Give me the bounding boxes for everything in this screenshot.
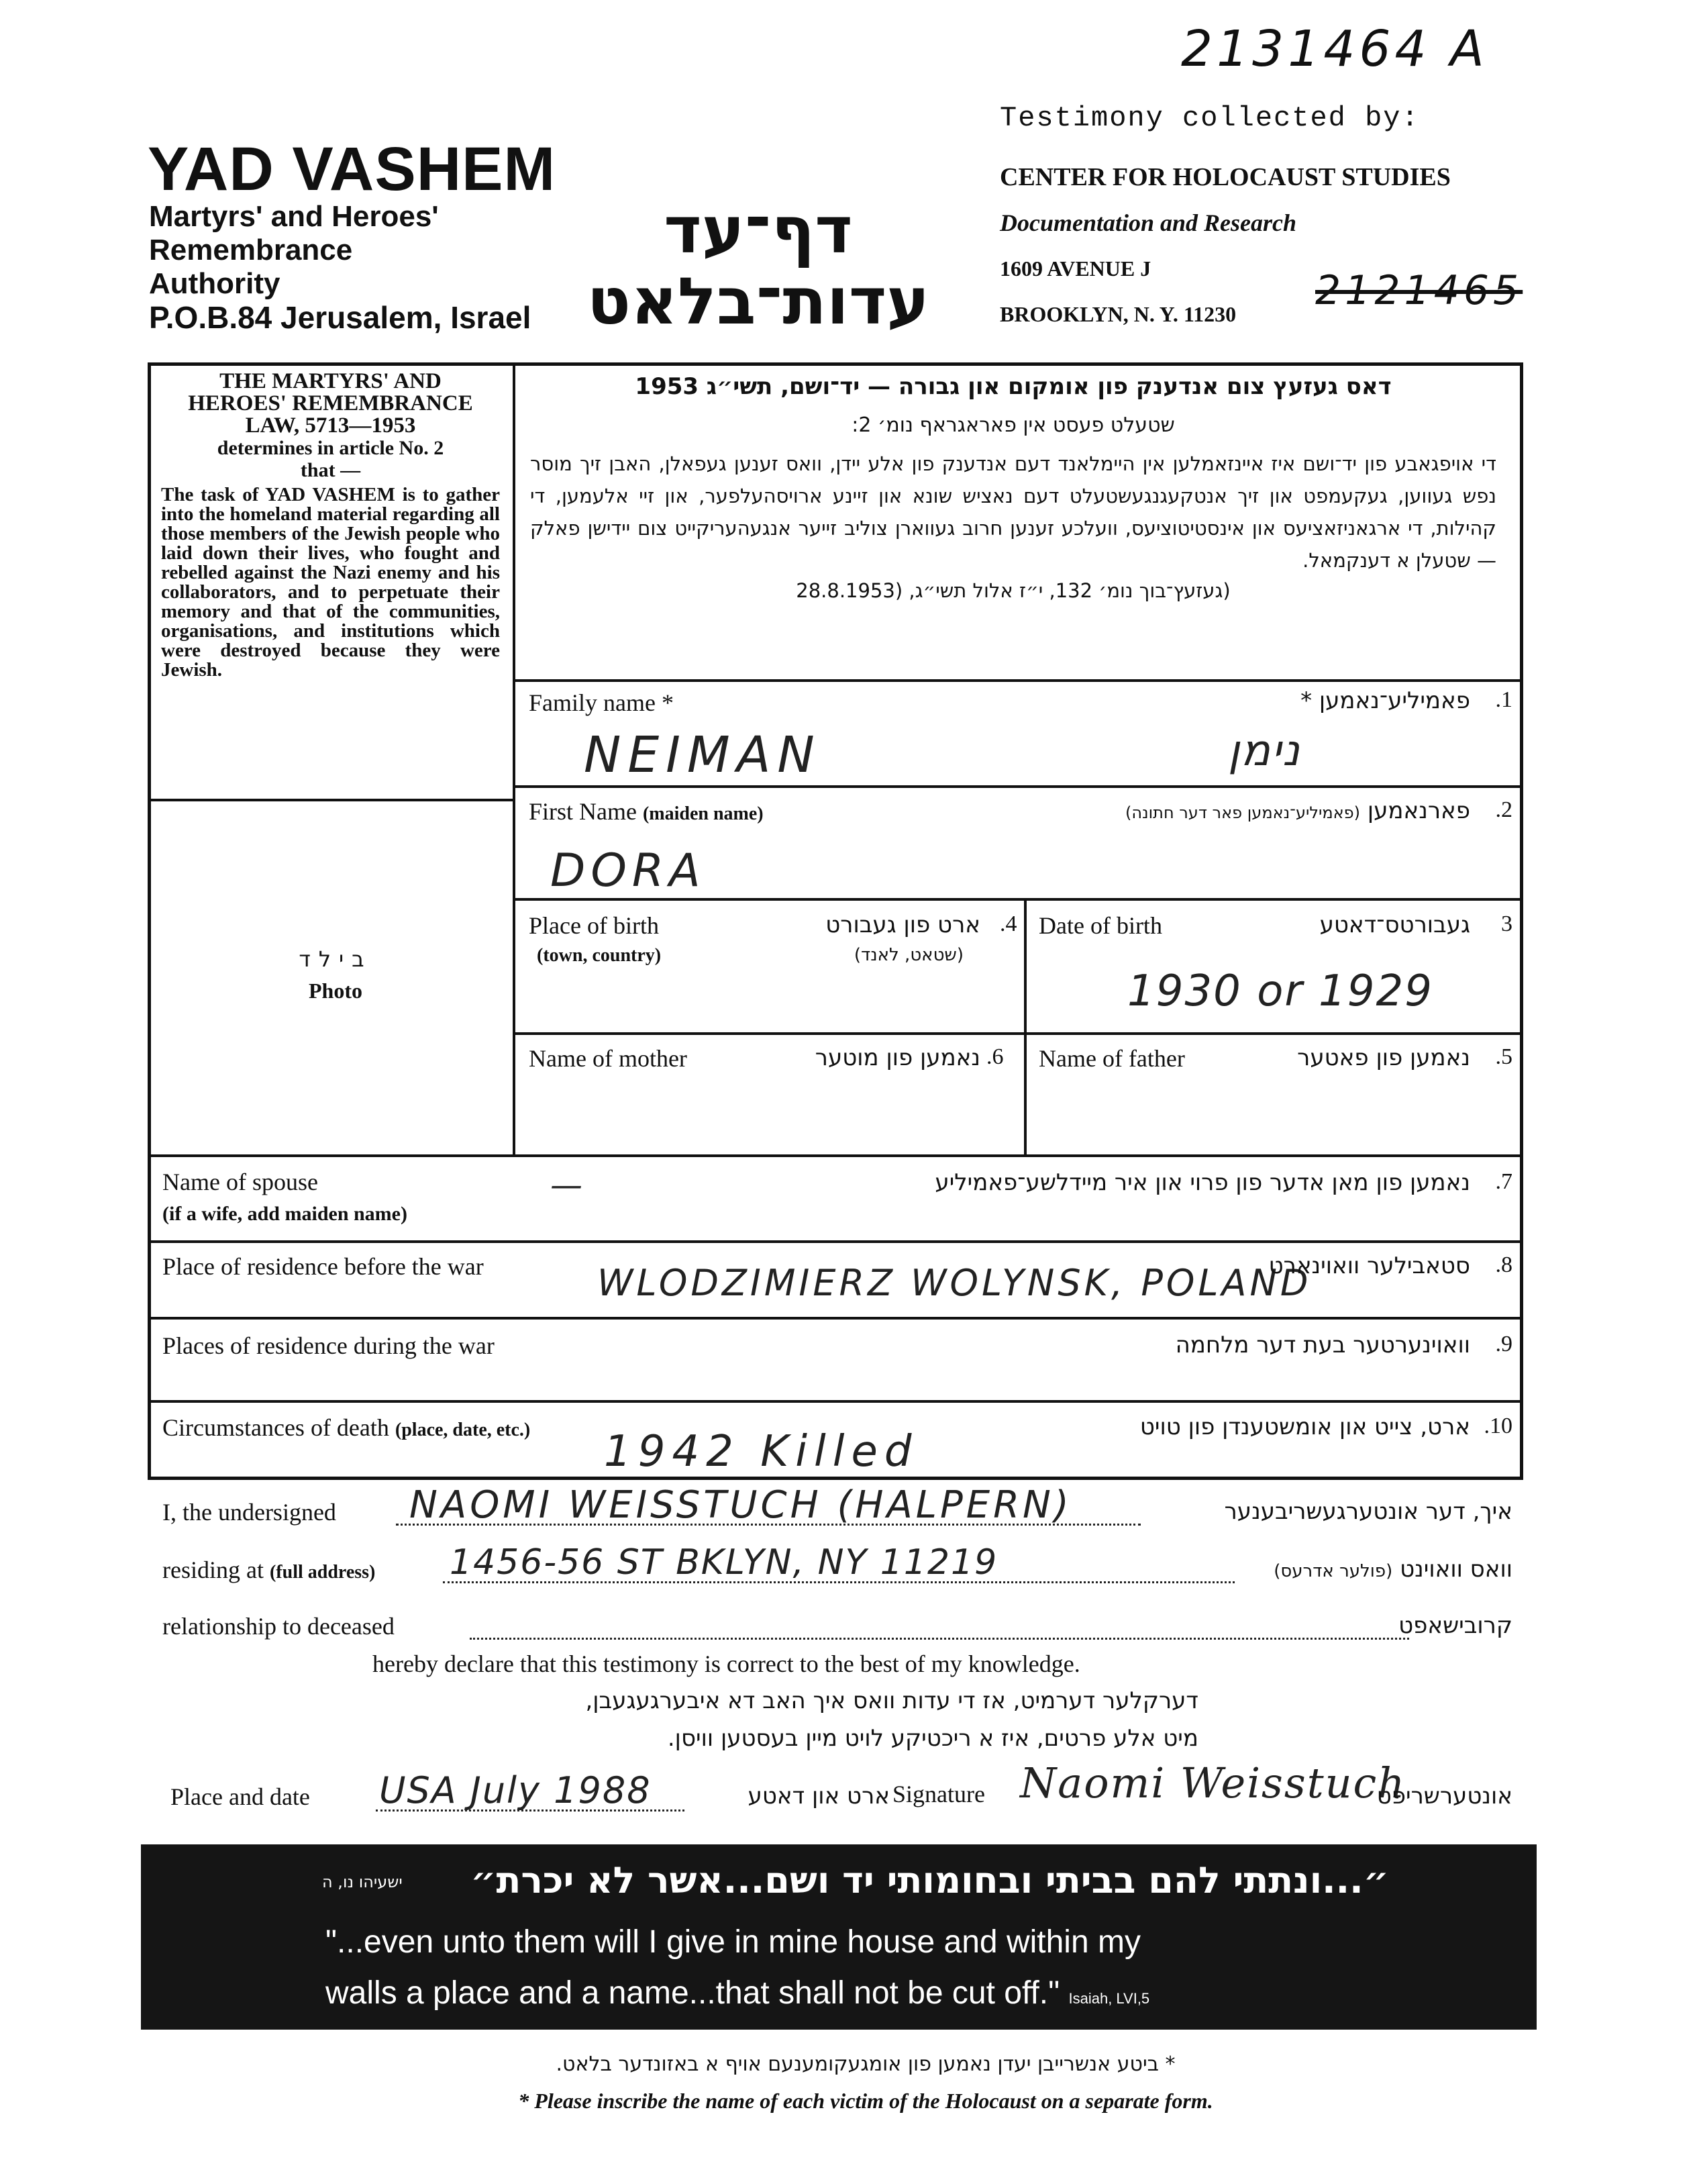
- yad-vashem-title: YAD VASHEM: [148, 135, 556, 203]
- signature-hebrew: אונטערשריפט: [1376, 1783, 1512, 1809]
- family-name-hebrew-value[interactable]: נימן: [1228, 726, 1301, 776]
- death-label-small: (place, date, etc.): [395, 1420, 531, 1440]
- hebrew-law-title: דאס געזעץ צום אנדענק פון אומקום און גבורה — יד־ושם, תשי״ג 1953: [635, 373, 1392, 400]
- center-name: CENTER FOR HOLOCAUST STUDIES: [1000, 163, 1451, 191]
- father-label: Name of father: [1039, 1045, 1185, 1072]
- address-label: [162, 1556, 375, 1584]
- declaration-english: hereby declare that this testimony is correct to the best of my knowledge.: [372, 1650, 1080, 1677]
- family-name-value[interactable]: NEIMAN: [584, 726, 821, 784]
- death-label: [162, 1413, 530, 1442]
- field-number: .9: [1495, 1332, 1512, 1356]
- spouse-hebrew: נאמען פון מאן אדער פון פרוי און איר מיידלשע־פאמיליע: [935, 1169, 1470, 1196]
- place-date-hebrew: ארט און דאטע: [748, 1783, 890, 1809]
- field-number: .5: [1495, 1044, 1512, 1069]
- first-name-label-text: First Name: [529, 798, 637, 825]
- mother-hebrew: נאמען פון מוטער: [815, 1044, 980, 1071]
- photo-hebrew-label: בילד: [299, 946, 372, 972]
- address-label-text: residing at: [162, 1556, 264, 1583]
- field-number: .6: [986, 1044, 1004, 1069]
- row-line: [513, 1032, 1523, 1035]
- hebrew-logo-line1: דף־עד: [664, 193, 853, 268]
- residence-before-hebrew: סטאבילער וואוינארט: [1268, 1252, 1470, 1279]
- declaration-hebrew-2: מיט אלע פרטים, איז א ריכטיקע לויט מיין בעסטען וויסן.: [667, 1725, 1198, 1752]
- place-date-label: Place and date: [170, 1783, 310, 1810]
- address-hebrew: [1274, 1556, 1512, 1583]
- banner-english-line2-text: walls a place and a name...that shall not be cut off.": [325, 1975, 1060, 2011]
- row-line: [513, 785, 1523, 788]
- first-name-hebrew-text: פארנאמען: [1367, 797, 1470, 824]
- death-hebrew: ארט, צייט און אומשטענדן פון טויט: [1139, 1413, 1470, 1440]
- law-title-line: THE MARTYRS' AND: [219, 369, 442, 393]
- field-number: .2: [1495, 797, 1512, 822]
- row-line: [148, 1154, 1523, 1157]
- field-number: 3: [1501, 911, 1512, 936]
- hebrew-law-citation: (געזעץ־בוך נומ׳ 132, י״ז אלול תשי״ג, (28.8.1953: [796, 579, 1231, 602]
- center-city: BROOKLYN, N. Y. 11230: [1000, 302, 1237, 326]
- banner-english-line2: [325, 1968, 1149, 2024]
- undersigned-value[interactable]: NAOMI WEISSTUCH (HALPERN): [409, 1483, 1072, 1527]
- declaration-hebrew-1: דערקלער דערמיט, אז די עדות וואס איך האב דא איבערגעגעבן,: [585, 1687, 1198, 1714]
- spouse-value[interactable]: —: [550, 1167, 584, 1204]
- photo-box: [268, 946, 403, 1003]
- law-box-bottom: [148, 799, 514, 801]
- father-hebrew: נאמען פון פאטער: [1297, 1044, 1470, 1071]
- record-number-handwritten: 2131464 A: [1181, 20, 1488, 78]
- law-body: The task of YAD VASHEM is to gather into the homeland material regarding all those members of the Jewish people who laid down their lives, who fought and rebelled against the Nazi enemy and his collaborators, and to perpetuate their memory and that of the communities, organisations, and institutions which were destroyed because they were Jewish.: [161, 484, 500, 681]
- place-of-birth-label: Place of birth: [529, 912, 659, 939]
- subtitle-line: Authority: [149, 267, 280, 300]
- hebrew-law-subtitle: שטעלט פעסט אין פאראגראף נומ׳ 2:: [852, 413, 1175, 437]
- row-line: [148, 1317, 1523, 1320]
- photo-label: Photo: [309, 979, 362, 1003]
- law-box: [161, 370, 500, 680]
- residence-during-hebrew: וואוינערטער בעת דער מלחמה: [1175, 1332, 1470, 1358]
- place-of-birth-small: (town, country): [537, 945, 662, 966]
- undersigned-hebrew: איך, דער אונטערגעשריבענער: [1224, 1498, 1512, 1525]
- hebrew-law-block: [530, 373, 1496, 602]
- subtitle-line: Remembrance: [149, 234, 353, 266]
- banner-english-ref: Isaiah, LVI,5: [1068, 1990, 1150, 2007]
- yad-vashem-address: P.O.B.84 Jerusalem, Israel: [149, 300, 531, 335]
- field-number: .7: [1495, 1169, 1512, 1194]
- subtitle-line: Martyrs' and Heroes': [149, 200, 439, 233]
- death-label-text: Circumstances of death: [162, 1414, 389, 1441]
- signature-value[interactable]: Naomi Weisstuch: [1020, 1758, 1406, 1807]
- hebrew-logo-line2: עדות־בלאט: [586, 264, 930, 339]
- date-of-birth-value[interactable]: 1930 or 1929: [1127, 966, 1433, 1016]
- residence-before-label: Place of residence before the war: [162, 1253, 484, 1280]
- undersigned-label: I, the undersigned: [162, 1499, 336, 1526]
- field-number: .1: [1495, 687, 1512, 712]
- relationship-hebrew: קרובישאפט: [1398, 1612, 1512, 1639]
- date-of-birth-hebrew: געבורטס־דאטע: [1319, 911, 1470, 938]
- mother-label: Name of mother: [529, 1045, 687, 1072]
- first-name-value[interactable]: DORA: [550, 844, 706, 897]
- residence-during-label: Places of residence during the war: [162, 1332, 495, 1359]
- address-hebrew-small: (פולער אדרעס): [1274, 1561, 1393, 1581]
- law-title-line: LAW, 5713—1953: [245, 413, 416, 438]
- spouse-label: Name of spouse: [162, 1169, 318, 1195]
- center-street: 1609 AVENUE J: [1000, 256, 1151, 281]
- banner-hebrew-ref: ישעיהו נו, ה: [322, 1873, 403, 1891]
- address-label-small: (full address): [269, 1562, 376, 1583]
- field-number: .4: [1000, 911, 1017, 936]
- death-value[interactable]: 1942 Killed: [604, 1427, 919, 1477]
- hebrew-law-paragraph: די אויפגאבע פון יד־ושם איז איינזאמלען אין היימלאנד דעם אנדענק פון אלע יידן, וואס זענען געפאלן, האבן זיך מוסר נפש געווען, געקעמפט און זיך אנטקעגנגעשטעלט דעם נאציש שונא און זיינע ארויסהעלפער, און זיי אלעמען, די קהילות, די ארגאניזאציעס און אינסטיטוציעס, וועלכע זענען חרוב געווארן צוליב זייער אנגעהעריקייט צום יידישן פאלק — שטעלן א דענקמאל.: [530, 452, 1496, 572]
- address-hebrew-text: וואס וואוינט: [1400, 1556, 1512, 1583]
- banner-hebrew-row: [141, 1859, 1389, 1901]
- left-column-divider: [513, 362, 515, 1154]
- hebrew-logo: [564, 195, 953, 337]
- signature-label: Signature: [892, 1781, 985, 1807]
- place-of-birth-hebrew: ארט פון געבורט: [825, 911, 980, 938]
- address-value[interactable]: 1456-56 ST BKLYN, NY 11219: [450, 1542, 998, 1583]
- footnote-hebrew: * ביטע אנשרייבן יעדן נאמען פון אומגעקומענעם אויף א באזונדער בלאט.: [556, 2052, 1176, 2076]
- row-line: [513, 898, 1523, 901]
- row-line: [148, 1400, 1523, 1403]
- field-number: .10: [1484, 1413, 1512, 1438]
- residence-before-value[interactable]: WLODZIMIERZ WOLYNSK, POLAND: [597, 1262, 1312, 1304]
- family-name-label: Family name *: [529, 689, 674, 716]
- mid-divider: [1024, 898, 1027, 1154]
- row-line: [513, 679, 1523, 682]
- banner-english-line1: "...even unto them will I give in mine house and within my: [325, 1924, 1141, 1960]
- first-name-label-small: (maiden name): [642, 803, 764, 824]
- date-of-birth-label: Date of birth: [1039, 912, 1162, 939]
- yad-vashem-subtitle: [149, 200, 531, 334]
- collected-by-label: Testimony collected by:: [1000, 102, 1420, 134]
- law-title-line: determines in article No. 2: [217, 437, 444, 459]
- place-of-birth-hebrew-small: (שטאט, לאנד): [854, 945, 964, 965]
- relationship-line: [470, 1638, 1409, 1640]
- isaiah-quote-banner: [141, 1844, 1537, 2030]
- center-sub: Documentation and Research: [1000, 209, 1297, 236]
- first-name-hebrew: [1125, 797, 1470, 824]
- banner-hebrew-quote: ״...ונתתי להם בביתי ובחומותי יד ושם...אשר לא יכרת״: [470, 1859, 1389, 1901]
- spouse-label-small: (if a wife, add maiden name): [162, 1203, 407, 1225]
- footnote-english: * Please inscribe the name of each victim of the Holocaust on a separate form.: [518, 2089, 1213, 2113]
- relationship-label: relationship to deceased: [162, 1613, 395, 1640]
- law-title-line: that —: [300, 459, 361, 481]
- first-name-hebrew-small: (פאמיליע־נאמען פאר דער חתונה): [1125, 803, 1361, 822]
- family-name-hebrew: פאמיליע־נאמען *: [1300, 687, 1470, 714]
- law-title-line: HEROES' REMEMBRANCE: [188, 391, 473, 415]
- field-number: .8: [1495, 1252, 1512, 1277]
- row-line: [148, 1240, 1523, 1243]
- record-number-struck: 2121465: [1315, 267, 1523, 314]
- first-name-label: [529, 797, 764, 826]
- place-date-value[interactable]: USA July 1988: [379, 1769, 652, 1811]
